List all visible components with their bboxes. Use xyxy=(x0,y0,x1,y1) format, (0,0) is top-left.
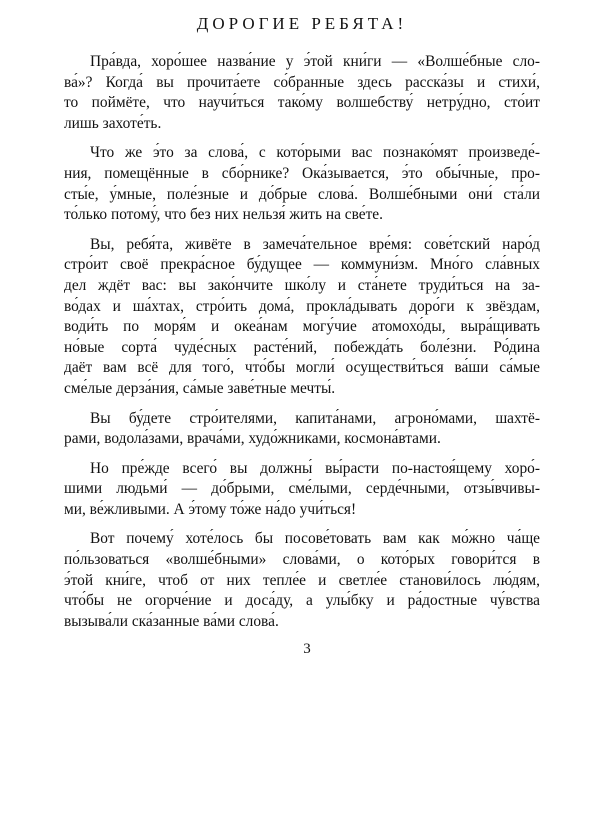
text-line: то поймёте, что научи́ться тако́му волшебству́ нетру́дно, сто́ит xyxy=(64,94,540,112)
text-line: во́дах и ша́хтах, стро́ить дома́, прокла́дывать доро́ги к звёздам, xyxy=(64,297,540,315)
text-line: сме́лые дерза́ния, са́мые заве́тные мечты́. xyxy=(64,379,336,397)
text-line: шими людьми́ — до́брыми, сме́лыми, серде́чными, отзы́вчивы- xyxy=(64,480,540,498)
text-line: по́льзоваться «волше́бными» слова́ми, о кото́рых говори́тся в xyxy=(64,551,540,569)
text-line: что́бы не огорче́ние и доса́ду, а улы́бку и ра́достные чу́вства xyxy=(64,592,540,610)
text-line: лишь захоте́ть. xyxy=(64,114,162,132)
text-line: даёт вам всё для того́, что́бы могли́ осуществи́ться ва́ши са́мые xyxy=(64,359,540,377)
text-line: ния, помещённые в сбо́рнике? Ока́зывается, э́то обы́чные, про- xyxy=(64,164,540,182)
text-line: вызыва́ли ска́занные ва́ми слова́. xyxy=(64,612,279,630)
paragraph xyxy=(64,143,540,225)
page xyxy=(64,14,540,658)
text-line: стро́ит своё прекра́сное бу́дущее — коммуни́зм. Мно́го сла́вных xyxy=(64,256,540,274)
text-line: э́той кни́ге, чтоб от них тепле́е и светле́е станови́лось лю́дям, xyxy=(64,571,540,589)
text-line: дел ждёт вас: вы зако́нчите шко́лу и ста́нете труди́ться на за- xyxy=(64,276,540,294)
text-line: ми, ве́жливыми. А э́тому то́же на́до учи́ться! xyxy=(64,500,357,518)
text-line: Что же э́то за слова́, с кото́рыми вас познако́мят произведе́- xyxy=(90,144,540,162)
text-line: Вот почему́ хоте́лось бы посове́товать вам как мо́жно ча́ще xyxy=(90,530,540,548)
body-text xyxy=(64,52,540,632)
page-number: 3 xyxy=(303,641,311,658)
paragraph xyxy=(64,235,540,400)
paragraph xyxy=(64,529,540,632)
page-title: ДОРОГИЕ РЕБЯТА! xyxy=(196,14,408,33)
text-line: рами, водола́зами, врача́ми, худо́жниками, космона́втами. xyxy=(64,430,441,448)
text-line: Но пре́жде всего́ вы должны́ вы́расти по-настоя́щему хоро́- xyxy=(90,459,540,477)
paragraph xyxy=(64,409,540,450)
text-line: но́вые сорта́ чуде́сных расте́ний, побежда́ть боле́зни. Ро́дина xyxy=(64,338,540,356)
paragraph xyxy=(64,459,540,521)
text-line: Вы бу́дете стро́ителями, капита́нами, агроно́мами, шахтё- xyxy=(90,409,540,427)
paragraph xyxy=(64,52,540,134)
text-line: то́лько потому́, что без них нельзя́ жить на све́те. xyxy=(64,206,383,224)
text-line: води́ть по моря́м и океа́нам могу́чие атомохо́ды, выра́щивать xyxy=(64,318,540,336)
text-line: Вы, ребя́та, живёте в замеча́тельное вре́мя: сове́тский наро́д xyxy=(90,235,540,253)
text-line: сты́е, у́мные, поле́зные и до́брые слова́. Волше́бными они́ ста́ли xyxy=(64,185,540,203)
text-line: ва́»? Когда́ вы прочита́ете со́бранные здесь расска́зы и стихи́, xyxy=(64,73,540,91)
text-line: Пра́вда, хоро́шее назва́ние у э́той кни́ги — «Волше́бные сло- xyxy=(90,53,540,70)
